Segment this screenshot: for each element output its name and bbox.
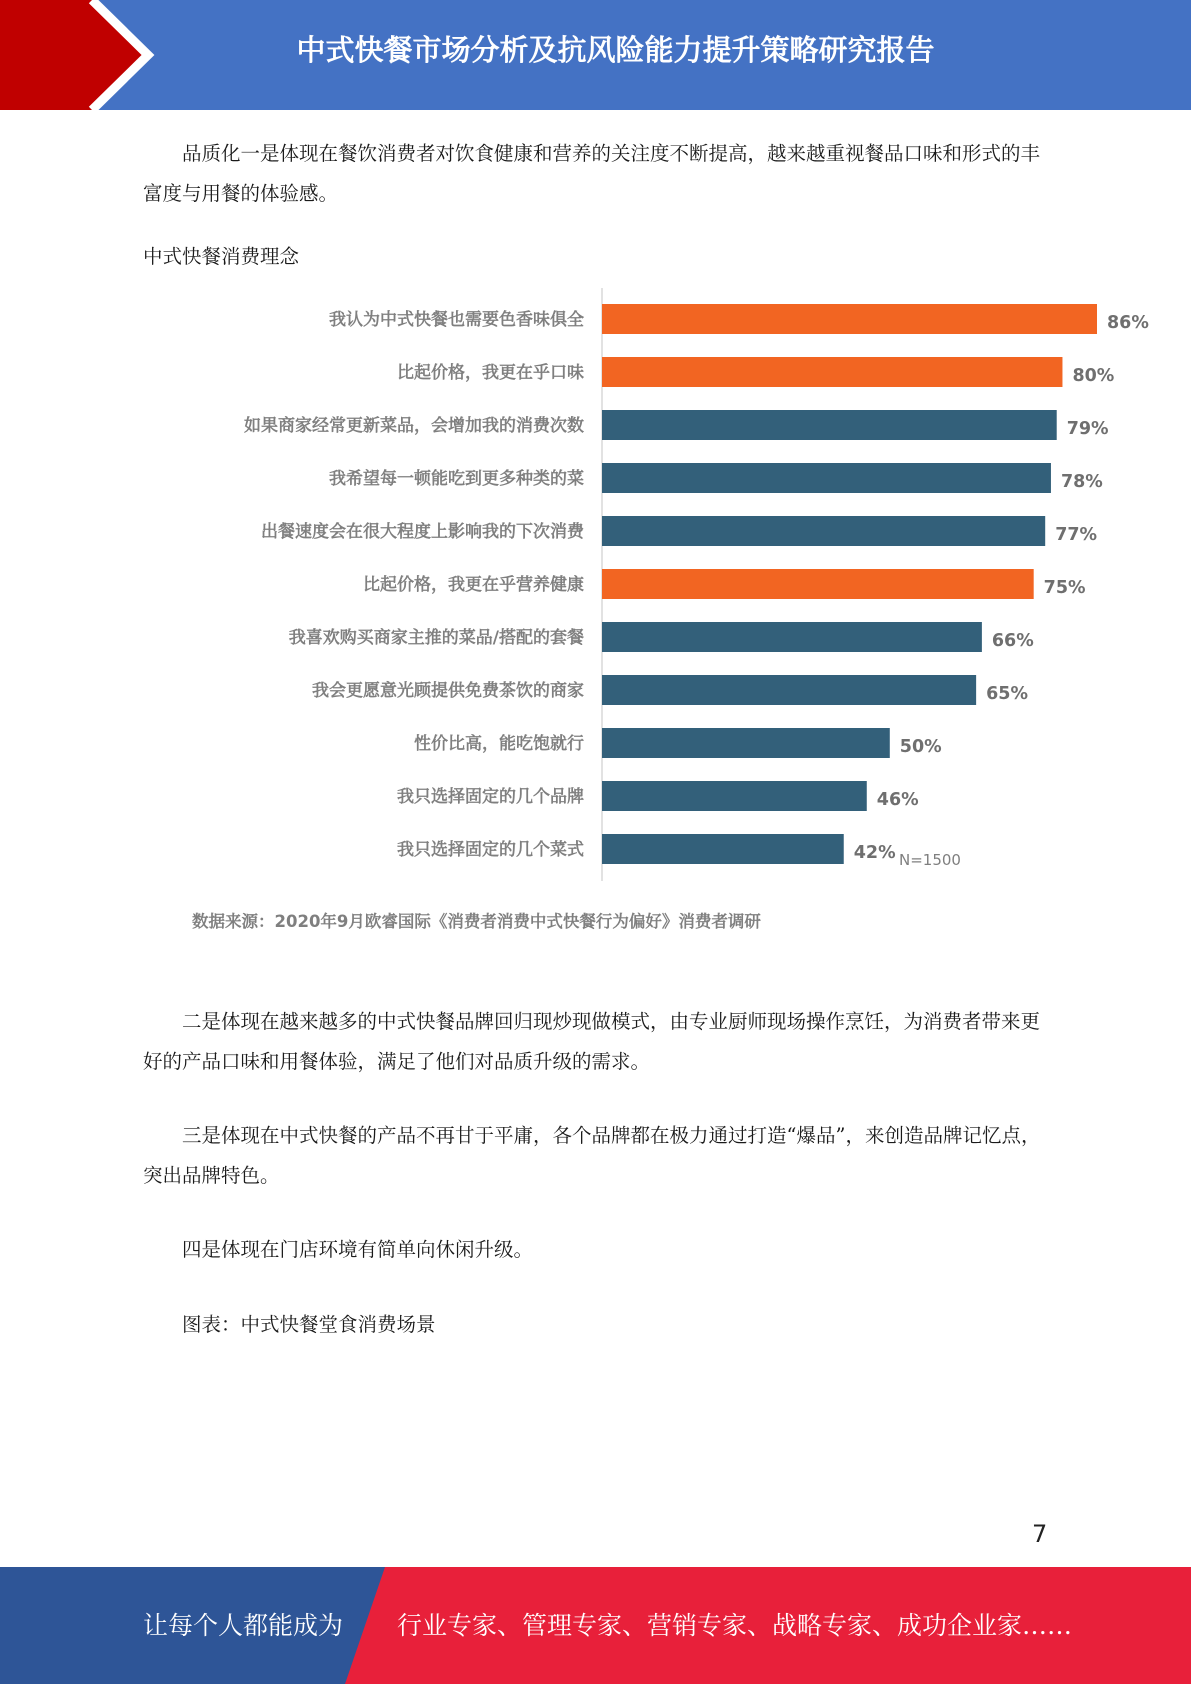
chart-title: 中式快餐消费理念 xyxy=(143,245,300,268)
chart-category-label: 比起价格，我更在乎口味 xyxy=(397,363,584,383)
chart-category-label: 我只选择固定的几个品牌 xyxy=(397,787,584,807)
paragraph-hit-products: 三是体现在中式快餐的产品不再甘于平庸，各个品牌都在极力通过打造“爆品”，来创造品牌记忆点，突出品牌特色。 xyxy=(143,1124,1041,1187)
chart-value-label: 46% xyxy=(876,790,919,810)
chart-bar xyxy=(602,516,1045,546)
chart-bar xyxy=(602,781,867,811)
chart-category-label: 我希望每一顿能吃到更多种类的菜 xyxy=(329,469,584,489)
chart-value-label: 86% xyxy=(1107,313,1149,333)
chart-category-label: 我只选择固定的几个菜式 xyxy=(397,840,584,860)
chart-category-label: 性价比高，能吃饱就行 xyxy=(414,734,584,754)
chart-bar xyxy=(602,410,1057,440)
chart-category-label: 出餐速度会在很大程度上影响我的下次消费 xyxy=(261,522,584,542)
report-title: 中式快餐市场分析及抗风险能力提升策略研究报告 xyxy=(296,33,935,67)
chart-value-label: 66% xyxy=(991,631,1034,651)
chart-value-label: 77% xyxy=(1055,525,1098,545)
page-footer xyxy=(0,1567,1191,1684)
data-source-note: 数据来源：2020年9月欧睿国际《消费者消费中式快餐行为偏好》消费者调研 xyxy=(192,912,761,931)
chart-value-label: 50% xyxy=(899,737,942,757)
chart-category-label: 比起价格，我更在乎营养健康 xyxy=(363,575,584,595)
chart-sample-size: N=1500 xyxy=(899,851,961,869)
footer-slogan-left: 让每个人都能成为 xyxy=(143,1611,344,1640)
chart-value-label: 65% xyxy=(986,684,1029,704)
header-red-arrow xyxy=(0,0,148,110)
chart-category-label: 我喜欢购买商家主推的菜品/搭配的套餐 xyxy=(288,628,584,648)
chart-bar xyxy=(602,569,1034,599)
chart-value-label: 79% xyxy=(1066,419,1109,439)
chart-value-label: 42% xyxy=(853,843,896,863)
figure-caption: 图表：中式快餐堂食消费场景 xyxy=(182,1313,436,1336)
chart-bar xyxy=(602,357,1062,387)
chart-bar xyxy=(602,622,982,652)
chart-bar xyxy=(602,728,890,758)
chart-category-label: 我会更愿意光顾提供免费茶饮的商家 xyxy=(312,681,584,701)
consumption-concept-chart xyxy=(150,280,1149,880)
page-header xyxy=(0,0,1191,110)
paragraph-store-environment: 四是体现在门店环境有简单向休闲升级。 xyxy=(182,1238,534,1261)
chart-value-label: 80% xyxy=(1072,366,1115,386)
chart-value-label: 78% xyxy=(1060,472,1103,492)
chart-value-label: 75% xyxy=(1043,578,1086,598)
chart-category-label: 我认为中式快餐也需要色香味俱全 xyxy=(329,310,584,330)
footer-slogan-right: 行业专家、管理专家、营销专家、战略专家、成功企业家…… xyxy=(397,1611,1073,1640)
chart-bar xyxy=(602,463,1051,493)
chart-category-label: 如果商家经常更新菜品，会增加我的消费次数 xyxy=(244,416,584,436)
paragraph-fresh-cooking: 二是体现在越来越多的中式快餐品牌回归现炒现做模式，由专业厨师现场操作烹饪，为消费者带来更好的产品口味和用餐体验，满足了他们对品质升级的需求。 xyxy=(143,1010,1041,1073)
page-number: 7 xyxy=(1032,1520,1048,1548)
chart-bar xyxy=(602,675,976,705)
paragraph-quality: 品质化一是体现在餐饮消费者对饮食健康和营养的关注度不断提高，越来越重视餐品口味和形式的丰富度与用餐的体验感。 xyxy=(143,142,1041,205)
chart-bar xyxy=(602,304,1097,334)
chart-bar xyxy=(602,834,844,864)
